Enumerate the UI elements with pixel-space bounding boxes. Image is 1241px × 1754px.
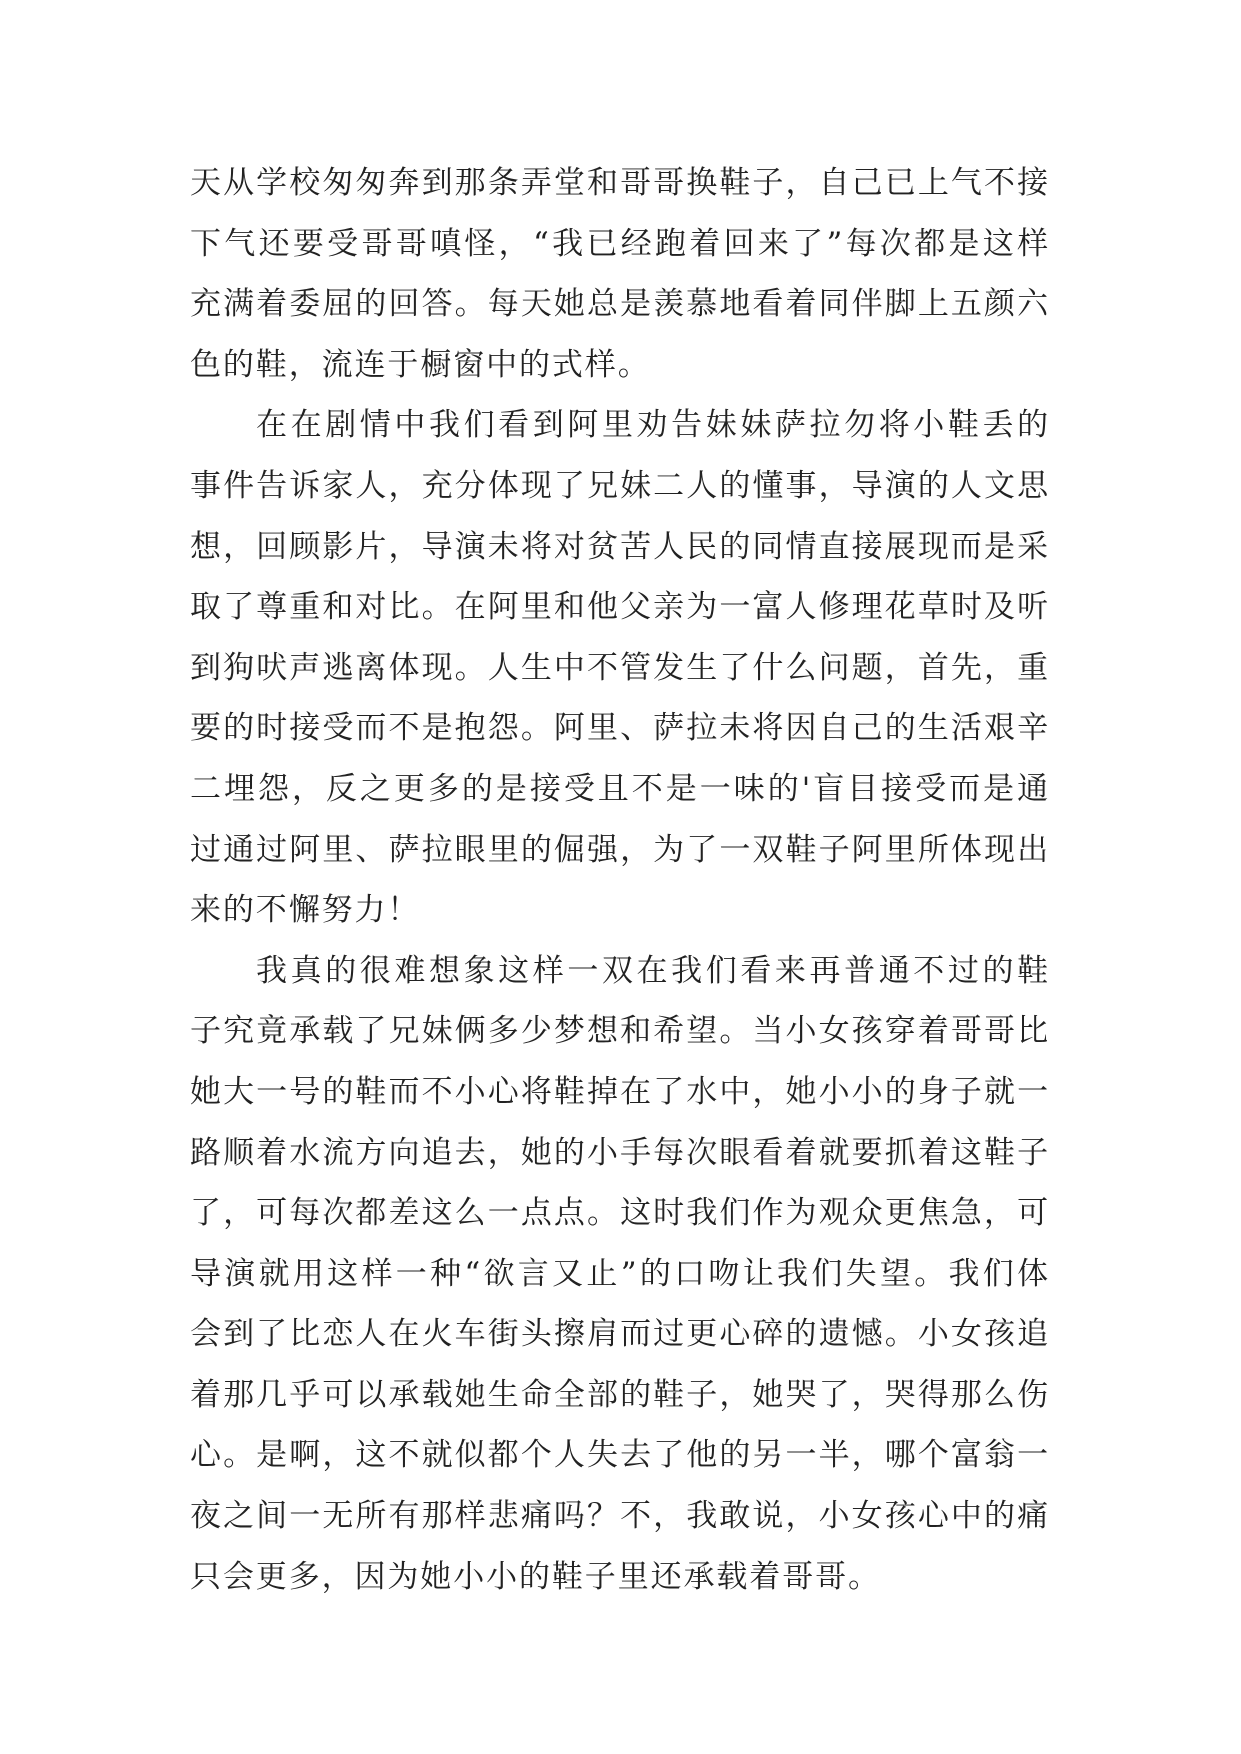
- text-line: 会到了比恋人在火车街头擦肩而过更心碎的遗憾。小女孩追: [190, 1316, 1050, 1353]
- text-line: 想，回顾影片，导演未将对贫苦人民的同情直接展现而是采: [190, 528, 1050, 565]
- text-line: 事件告诉家人，充分体现了兄妹二人的懂事，导演的人文思: [190, 467, 1050, 504]
- text-line: 了，可每次都差这么一点点。这时我们作为观众更焦急，可: [190, 1195, 1050, 1232]
- text-line: 路顺着水流方向追去，她的小手每次眼看着就要抓着这鞋子: [190, 1134, 1050, 1171]
- paragraph-3: [190, 941, 1050, 1608]
- text-line: 导演就用这样一种“欲言又止”的口吻让我们失望。我们体: [190, 1255, 1050, 1292]
- text-line: 夜之间一无所有那样悲痛吗？不，我敢说，小女孩心中的痛: [190, 1498, 1050, 1535]
- text-line: 过通过阿里、萨拉眼里的倔强，为了一双鞋子阿里所体现出: [190, 831, 1050, 868]
- paragraph-2: [190, 395, 1050, 940]
- document-body: [190, 153, 1050, 1607]
- text-line: 她大一号的鞋而不小心将鞋掉在了水中，她小小的身子就一: [190, 1073, 1050, 1110]
- text-line: 着那几乎可以承载她生命全部的鞋子，她哭了，哭得那么伤: [190, 1376, 1050, 1413]
- text-line: 在在剧情中我们看到阿里劝告妹妹萨拉勿将小鞋丢的: [256, 407, 1050, 444]
- text-line: 子究竟承载了兄妹俩多少梦想和希望。当小女孩穿着哥哥比: [190, 1013, 1050, 1050]
- text-line: 要的时接受而不是抱怨。阿里、萨拉未将因自己的生活艰辛: [190, 710, 1050, 747]
- text-line: 取了尊重和对比。在阿里和他父亲为一富人修理花草时及听: [190, 589, 1050, 626]
- text-line: 下气还要受哥哥嗔怪，“我已经跑着回来了”每次都是这样: [190, 225, 1050, 262]
- text-line: 只会更多，因为她小小的鞋子里还承载着哥哥。: [190, 1558, 881, 1595]
- text-line: 心。是啊，这不就似都个人失去了他的另一半，哪个富翁一: [190, 1437, 1050, 1474]
- paragraph-1: [190, 153, 1050, 395]
- text-line: 充满着委屈的回答。每天她总是羡慕地看着同伴脚上五颜六: [190, 286, 1050, 323]
- text-line: 色的鞋，流连于橱窗中的式样。: [190, 346, 651, 383]
- text-line: 二埋怨，反之更多的是接受且不是一味的'盲目接受而是通: [190, 770, 1050, 807]
- text-line: 来的不懈努力！: [190, 892, 421, 929]
- text-line: 天从学校匆匆奔到那条弄堂和哥哥换鞋子，自己已上气不接: [190, 165, 1050, 201]
- text-line: 到狗吠声逃离体现。人生中不管发生了什么问题，首先，重: [190, 649, 1050, 686]
- text-line: 我真的很难想象这样一双在我们看来再普通不过的鞋: [256, 952, 1050, 989]
